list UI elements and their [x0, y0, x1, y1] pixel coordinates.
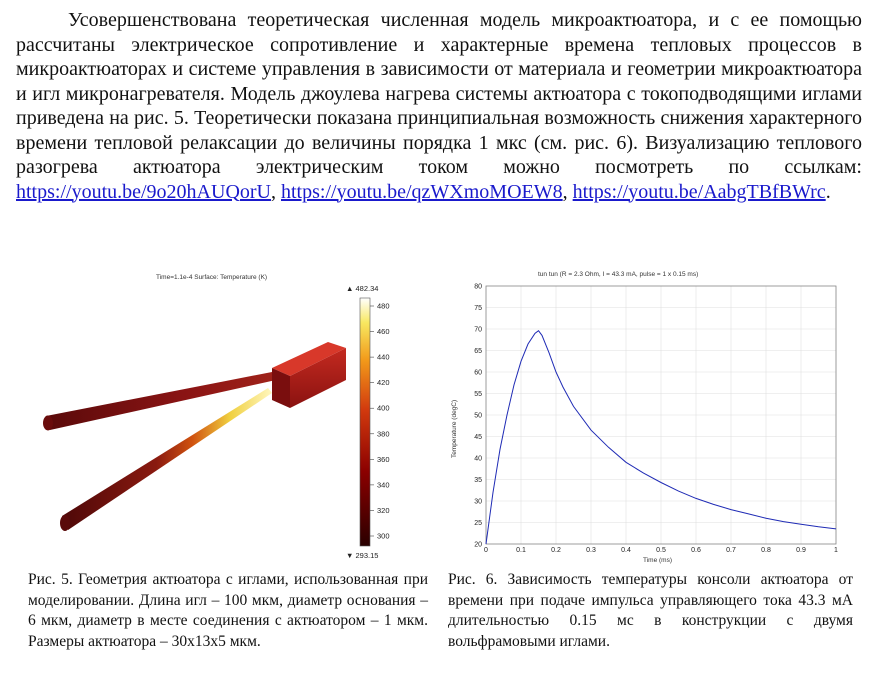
x-axis-label: Time (ms)	[643, 557, 673, 564]
link-separator: ,	[271, 180, 276, 203]
figure-6-caption: Рис. 6. Зависимость температуры консоли актюатора от времени при подаче импульса управляющего тока 43.3 мА длительностью 0.15 мс в конструкции с двумя вольфрамовыми иглами.	[448, 571, 853, 650]
link-separator: ,	[562, 180, 568, 203]
figure-6-chart	[448, 268, 853, 564]
paragraph-end: .	[825, 180, 831, 203]
body-paragraph	[16, 8, 862, 204]
video-link-1[interactable]: https://youtu.be/9o20hAUQorU	[16, 180, 271, 203]
x-tick-label: 0.3	[586, 547, 596, 554]
figure-6	[448, 268, 853, 564]
colorbar-tick-label: 420	[377, 378, 390, 388]
figure-5	[28, 268, 428, 560]
y-axis-label: Temperature (degC)	[451, 399, 458, 458]
y-tick-label: 55	[474, 391, 482, 398]
colorbar-tick-label: 360	[377, 454, 390, 464]
colorbar-min: ▼ 293.15	[346, 551, 379, 560]
chart-title: tun tun (R = 2.3 Ohm, I = 43.3 mA, pulse = 1 x 0.15 ms)	[538, 271, 699, 278]
x-tick-label: 0.2	[551, 547, 561, 554]
x-tick-label: 0.1	[516, 547, 526, 554]
x-tick-label: 0.5	[656, 547, 666, 554]
x-tick-label: 0.6	[691, 547, 701, 554]
figure-5-caption: Рис. 5. Геометрия актюатора с иглами, использованная при моделировании. Длина игл – 100 мкм, диаметр основания – 6 мкм, диаметр в месте соединения с актюатором – 1 мкм. Размеры актюатора – 30x13x5 мкм.	[28, 571, 428, 650]
x-tick-label: 0.9	[796, 547, 806, 554]
colorbar-tick-label: 340	[377, 480, 390, 490]
chart-grid	[486, 286, 836, 544]
x-tick-label: 1	[834, 547, 838, 554]
lower-needle-end	[60, 515, 70, 531]
colorbar-max: ▲ 482.34	[346, 284, 379, 293]
paragraph-text: Усовершенствована теоретическая численная модель микроактюатора, и с ее помощью рассчитаны электрическое сопротивление и характерные времена тепловых процессов в микроактюаторах и системе управления в зависимости от материала и геометрии микроактюатора и игл микронагревателя. Модель джоулева нагрева системы актюатора с токоподводящими иглами приведена на рис. 5. Теоретически показана принципиальная возможность снижения характерного времени тепловой релаксации до величины порядка 1 мкс (см. рис. 6). Визуализацию теплового разогрева актюатора электрическим током можно посмотреть по ссылкам:	[16, 9, 862, 178]
colorbar	[360, 298, 370, 546]
y-tick-label: 65	[474, 348, 482, 355]
y-tick-label: 75	[474, 305, 482, 312]
colorbar-tick-label: 300	[377, 531, 390, 541]
x-tick-label: 0.4	[621, 547, 631, 554]
upper-needle-end	[43, 416, 53, 431]
colorbar-tick-label: 440	[377, 352, 390, 362]
colorbar-tick-label: 380	[377, 429, 390, 439]
y-tick-label: 30	[474, 498, 482, 506]
colorbar-tick-label: 480	[377, 301, 390, 311]
x-tick-label: 0.8	[761, 547, 771, 554]
colorbar-tick-label: 460	[377, 327, 390, 337]
upper-needle	[46, 372, 276, 430]
y-axis-ticks	[474, 284, 482, 549]
y-tick-label: 80	[474, 283, 482, 291]
x-tick-label: 0	[484, 547, 488, 554]
figure-5-title: Time=1.1e-4 Surface: Temperature (K)	[156, 274, 268, 281]
figure-5-render	[28, 268, 428, 560]
y-tick-label: 40	[474, 455, 482, 463]
colorbar-tick-label: 320	[377, 505, 390, 515]
colorbar-ticks	[370, 302, 390, 541]
y-tick-label: 50	[474, 412, 482, 420]
colorbar-tick-label: 400	[377, 403, 390, 413]
video-link-2[interactable]: https://youtu.be/qzWXmoMOEW8	[281, 180, 563, 203]
y-tick-label: 45	[474, 434, 482, 441]
y-tick-label: 20	[474, 541, 482, 549]
y-tick-label: 25	[474, 520, 482, 527]
y-tick-label: 60	[474, 369, 482, 377]
x-tick-label: 0.7	[726, 547, 736, 554]
x-axis-ticks	[484, 547, 838, 554]
y-tick-label: 70	[474, 326, 482, 334]
video-link-3[interactable]: https://youtu.be/AabgTBfBWrc	[572, 180, 826, 203]
y-tick-label: 35	[474, 477, 482, 484]
